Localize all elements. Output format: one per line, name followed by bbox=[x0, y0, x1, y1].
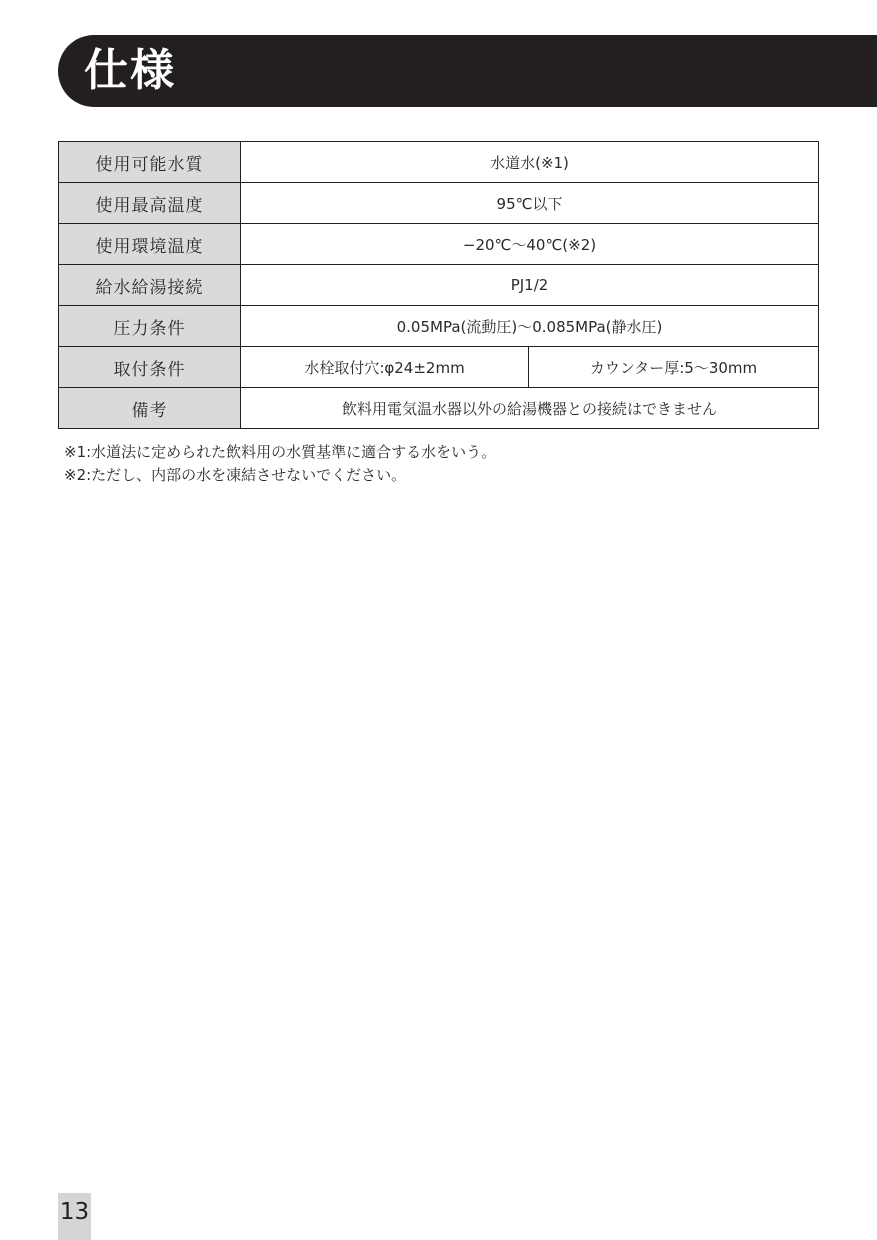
spec-value: 95℃以下 bbox=[241, 183, 819, 224]
footnote-1: ※1:水道法に定められた飲料用の水質基準に適合する水をいう。 bbox=[64, 443, 497, 461]
spec-value: 飲料用電気温水器以外の給湯機器との接続はできません bbox=[241, 388, 819, 429]
spec-row-remarks bbox=[59, 388, 819, 429]
spec-table bbox=[58, 141, 819, 429]
spec-row-connection bbox=[59, 265, 819, 306]
spec-label: 圧力条件 bbox=[59, 306, 241, 347]
spec-value: PJ1/2 bbox=[241, 265, 819, 306]
spec-value-mounting-hole: 水栓取付穴:φ24±2mm bbox=[241, 347, 529, 388]
spec-value: −20℃〜40℃(※2) bbox=[241, 224, 819, 265]
footnote-2: ※2:ただし、内部の水を凍結させないでください。 bbox=[64, 466, 407, 484]
page-number-tab bbox=[58, 1193, 91, 1240]
section-title: 仕様 bbox=[84, 45, 176, 96]
spec-value: 水道水(※1) bbox=[241, 142, 819, 183]
spec-label: 備考 bbox=[59, 388, 241, 429]
spec-row-max-temperature bbox=[59, 183, 819, 224]
spec-value-counter-thickness: カウンター厚:5〜30mm bbox=[529, 347, 819, 388]
spec-row-water-quality bbox=[59, 142, 819, 183]
section-header bbox=[58, 35, 877, 107]
spec-label: 使用最高温度 bbox=[59, 183, 241, 224]
spec-row-ambient-temperature bbox=[59, 224, 819, 265]
spec-row-installation bbox=[59, 347, 819, 388]
page-number: 13 bbox=[59, 1199, 90, 1225]
spec-label: 取付条件 bbox=[59, 347, 241, 388]
spec-label: 使用環境温度 bbox=[59, 224, 241, 265]
spec-row-pressure bbox=[59, 306, 819, 347]
spec-label: 使用可能水質 bbox=[59, 142, 241, 183]
spec-value: 0.05MPa(流動圧)〜0.085MPa(静水圧) bbox=[241, 306, 819, 347]
footnotes bbox=[64, 441, 496, 487]
spec-label: 給水給湯接続 bbox=[59, 265, 241, 306]
